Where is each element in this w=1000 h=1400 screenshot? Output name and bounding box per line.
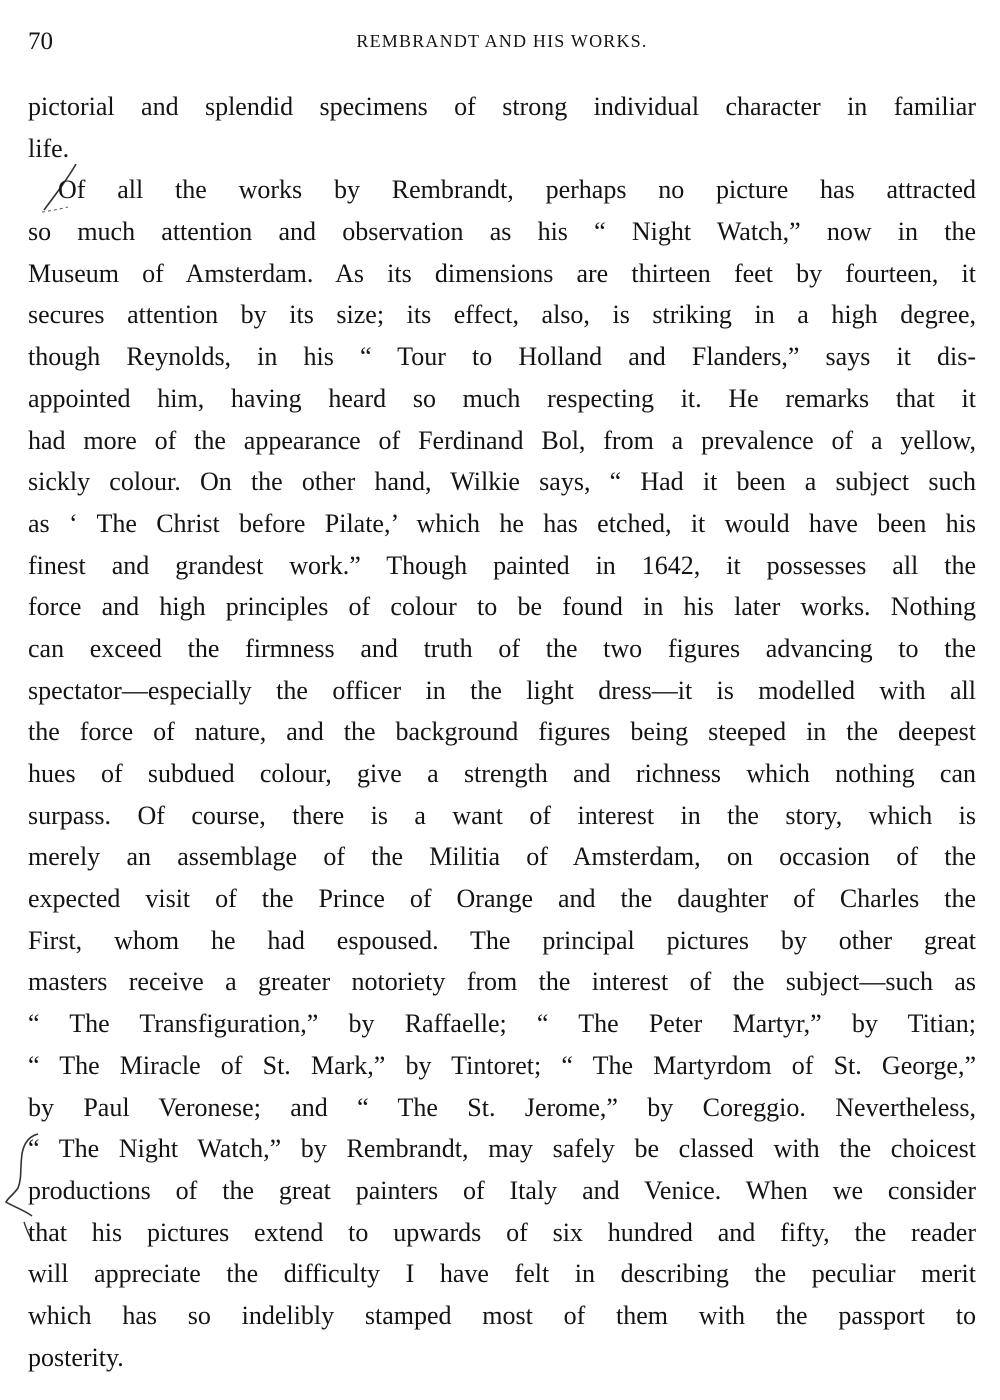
text-line: Museum of Amsterdam. As its dimensions are thirteen feet by fourteen, it <box>28 258 976 288</box>
text-line: “ The Miracle of St. Mark,” by Tintoret; “ The Martyrdom of St. George,” <box>28 1050 976 1080</box>
text-line: that his pictures extend to upwards of six hundred and fifty, the reader <box>28 1217 976 1247</box>
text-line: posterity. <box>28 1342 124 1372</box>
text-line: First, whom he had espoused. The principal pictures by other great <box>28 925 976 955</box>
body-text <box>28 86 976 1378</box>
text-line: Of all the works by Rembrandt, perhaps no picture has attracted <box>58 175 976 205</box>
text-line: by Paul Veronese; and “ The St. Jerome,” by Coreggio. Nevertheless, <box>28 1092 976 1122</box>
text-line: so much attention and observation as his “ Night Watch,” now in the <box>28 217 976 247</box>
text-line: pictorial and splendid specimens of strong individual character in familiar <box>28 92 976 121</box>
text-line: the force of nature, and the background figures being steeped in the deepest <box>28 717 976 747</box>
text-line: life. <box>28 133 70 163</box>
running-title: REMBRANDT AND HIS WORKS. <box>356 31 648 51</box>
text-line: which has so indelibly stamped most of them with the passport to <box>28 1300 976 1330</box>
text-line: appointed him, having heard so much respecting it. He remarks that it <box>28 383 976 413</box>
text-line: “ The Transfiguration,” by Raffaelle; “ The Peter Martyr,” by Titian; <box>28 1009 976 1039</box>
text-line: as ‘ The Christ before Pilate,’ which he has etched, it would have been his <box>28 508 976 538</box>
text-line: secures attention by its size; its effect, also, is striking in a high degree, <box>28 300 976 330</box>
text-line: though Reynolds, in his “ Tour to Holland and Flanders,” says it dis- <box>28 342 976 372</box>
running-head <box>28 28 976 60</box>
text-line: force and high principles of colour to be found in his later works. Nothing <box>28 592 976 622</box>
text-line: surpass. Of course, there is a want of interest in the story, which is <box>28 800 976 830</box>
text-line: will appreciate the difficulty I have felt in describing the peculiar merit <box>28 1259 976 1289</box>
text-line: spectator—especially the officer in the light dress—it is modelled with all <box>28 675 976 705</box>
text-line: sickly colour. On the other hand, Wilkie says, “ Had it been a subject such <box>28 467 976 497</box>
text-line: finest and grandest work.” Though painted in 1642, it possesses all the <box>28 550 976 580</box>
text-line: can exceed the firmness and truth of the two figures advancing to the <box>28 633 976 663</box>
page-number: 70 <box>28 28 53 55</box>
text-line: productions of the great painters of Italy and Venice. When we consider <box>28 1175 976 1205</box>
text-line: merely an assemblage of the Militia of Amsterdam, on occasion of the <box>28 842 976 872</box>
text-line: hues of subdued colour, give a strength and richness which nothing can <box>28 759 976 788</box>
text-line: had more of the appearance of Ferdinand Bol, from a prevalence of a yellow, <box>28 425 976 455</box>
text-line: masters receive a greater notoriety from the interest of the subject—such as <box>28 967 976 997</box>
text-line: expected visit of the Prince of Orange and the daughter of Charles the <box>28 884 976 914</box>
text-line: “ The Night Watch,” by Rembrandt, may safely be classed with the choicest <box>28 1134 976 1164</box>
